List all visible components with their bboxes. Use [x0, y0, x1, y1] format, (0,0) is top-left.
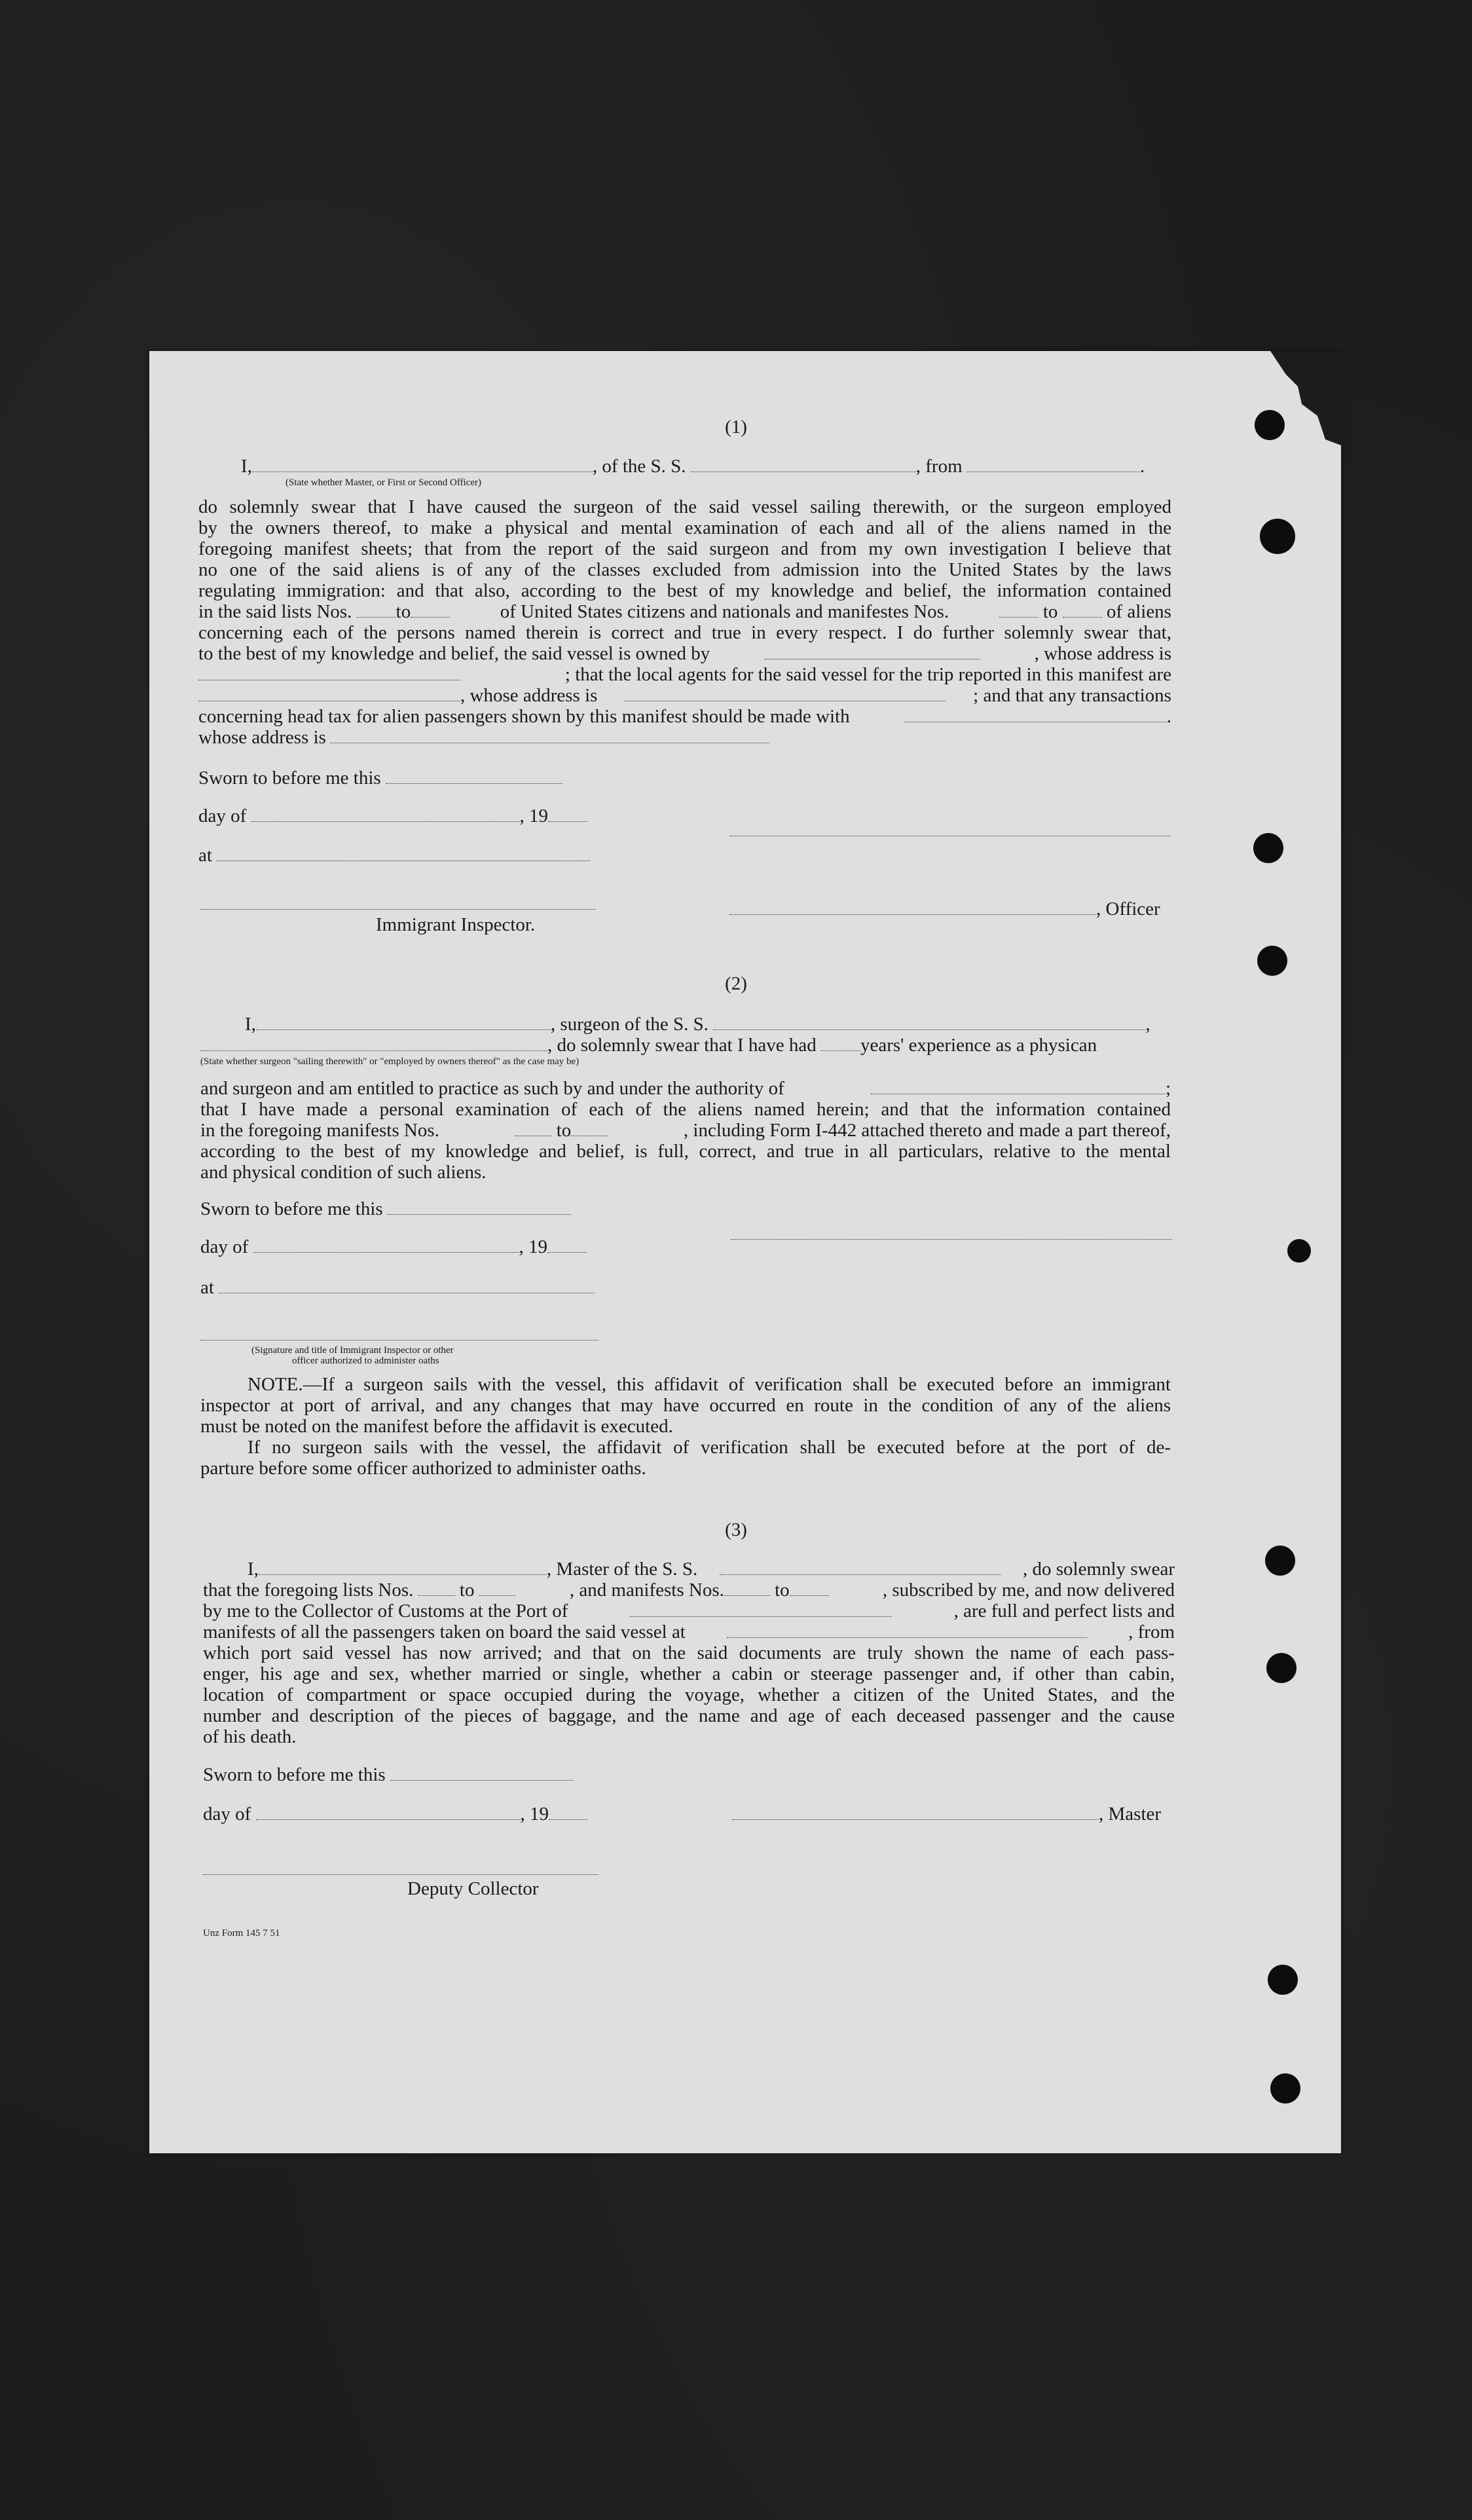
- sworn-year-field[interactable]: [548, 806, 587, 822]
- section-2-manifest-line: in the foregoing manifests Nos. to , including Form I-442 attached thereto and made a part thereof,: [200, 1120, 1171, 1141]
- section-1-number: (1): [725, 417, 747, 437]
- note-line: If no surgeon sails with the vessel, the affidavit of verification shall be executed before at the port of de-: [248, 1437, 1171, 1458]
- officer-line: , Officer: [729, 899, 1160, 919]
- master-signature-field[interactable]: [732, 1804, 1099, 1820]
- surgeon-sworn-day-field[interactable]: [388, 1198, 571, 1215]
- section-1-para-line: regulating immigration: and that also, according to the best of my knowledge and belief, the information contained: [198, 580, 1171, 601]
- surgeon-name-field[interactable]: [256, 1014, 551, 1030]
- section-3-para-line: enger, his age and sex, whether married or single, whether a cabin or steerage passenger and, if other than cabin,: [203, 1663, 1175, 1684]
- owner-field[interactable]: [764, 643, 980, 659]
- note-line: inspector at port of arrival, and any changes that may have occurred en route in the condition of any of the aliens: [200, 1395, 1171, 1416]
- section-1-sworn-line: Sworn to before me this: [198, 768, 562, 788]
- agent-name-field[interactable]: [198, 685, 460, 701]
- master-signature-line: , Master: [732, 1804, 1161, 1825]
- master-list-to-field[interactable]: [479, 1580, 516, 1596]
- section-2-day-line: day of , 19: [200, 1236, 587, 1257]
- section-3-port-line: by me to the Collector of Customs at the Port of , are full and perfect lists and: [203, 1601, 1175, 1621]
- deputy-collector-label: Deputy Collector: [407, 1878, 539, 1899]
- section-1-headtax-line: concerning head tax for alien passengers shown by this manifest should be made with .: [198, 706, 1171, 727]
- section-3-boarding-line: manifests of all the passengers taken on board the said vessel at , from: [203, 1621, 1175, 1642]
- section-2-number: (2): [725, 973, 747, 994]
- section-3-lists-line: that the foregoing lists Nos. to , and manifests Nos. to , subscribed by me, and now delivered: [203, 1580, 1175, 1601]
- section-2-authority-line: and surgeon and am entitled to practice as such by and under the authority of ;: [200, 1078, 1171, 1099]
- master-sworn-day-field[interactable]: [390, 1764, 574, 1781]
- sworn-day-field[interactable]: [386, 768, 562, 784]
- section-1-para-line: foregoing manifest sheets; that from the report of the said surgeon and from my own investigation I believe that: [198, 538, 1171, 559]
- section-1-para-line: by the owners thereof, to make a physical and mental examination of each and all of the aliens named in the: [198, 517, 1171, 538]
- section-2-para-line: and physical condition of such aliens.: [200, 1162, 487, 1183]
- section-3-line-1: I, , Master of the S. S. , do solemnly swear: [248, 1559, 1175, 1580]
- section-1-para-line: do solemnly swear that I have caused the surgeon of the said vessel sailing therewith, or the surgeon employed: [198, 496, 1171, 517]
- collector-signature-line[interactable]: [203, 1874, 598, 1875]
- agent-address-field[interactable]: [625, 685, 946, 701]
- master-manifest-from-field[interactable]: [724, 1580, 770, 1596]
- authority-field[interactable]: [871, 1078, 1166, 1094]
- surgeon-sworn-year-field[interactable]: [547, 1236, 587, 1253]
- surgeon-manifest-from-field[interactable]: [515, 1120, 551, 1136]
- form-number: Unz Form 145 7 51: [203, 1928, 280, 1938]
- surgeon-type-field[interactable]: [200, 1035, 547, 1051]
- section-3-day-line: day of , 19: [203, 1804, 588, 1825]
- officer-title-field[interactable]: [729, 899, 1096, 915]
- boarding-port-field[interactable]: [727, 1621, 1087, 1638]
- section-3-sworn-line: Sworn to before me this: [203, 1764, 574, 1785]
- surgeon-sworn-month-field[interactable]: [253, 1236, 519, 1253]
- customs-port-field[interactable]: [630, 1601, 892, 1617]
- surgeon-witness-signature-line[interactable]: [200, 1340, 598, 1341]
- section-2-surgeon-note: (State whether surgeon "sailing therewith" or "employed by owners thereof" as the case may be): [200, 1056, 580, 1067]
- from-port-field[interactable]: [967, 456, 1140, 472]
- surgeon-vessel-field[interactable]: [713, 1014, 1145, 1030]
- list-to-field[interactable]: [411, 601, 450, 618]
- surgeon-sworn-place-field[interactable]: [219, 1277, 595, 1293]
- sworn-place-field[interactable]: [217, 845, 590, 861]
- section-2-para-line: that I have made a personal examination of each of the aliens named herein; and that the information contained: [200, 1099, 1171, 1120]
- surgeon-signature-line[interactable]: [731, 1239, 1172, 1240]
- section-2-sworn-line: Sworn to before me this: [200, 1198, 571, 1219]
- section-1-agents-line: ; that the local agents for the said vessel for the trip reported in this manifest are: [198, 664, 1171, 685]
- officer-name-field[interactable]: [252, 456, 593, 472]
- section-1-line-1: I, , of the S. S. , from .: [241, 456, 1145, 477]
- list-from-field[interactable]: [357, 601, 396, 618]
- master-sworn-month-field[interactable]: [256, 1804, 521, 1820]
- surgeon-manifest-to-field[interactable]: [571, 1120, 608, 1136]
- vessel-name-field[interactable]: [691, 456, 916, 472]
- section-2-line-2: , do solemnly swear that I have had years' experience as a physican: [200, 1035, 1097, 1056]
- section-3-number: (3): [725, 1519, 747, 1540]
- note-line: parture before some officer authorized to administer oaths.: [200, 1458, 646, 1479]
- head-tax-address-field[interactable]: [331, 727, 769, 743]
- section-1-at-line: at: [198, 845, 590, 866]
- immigrant-inspector-label: Immigrant Inspector.: [376, 914, 536, 935]
- section-1-owner-line: to the best of my knowledge and belief, the said vessel is owned by , whose address is: [198, 643, 1171, 664]
- note-line: must be noted on the manifest before the affidavit is executed.: [200, 1416, 673, 1437]
- master-vessel-field[interactable]: [720, 1559, 1001, 1575]
- owner-address-field[interactable]: [198, 664, 460, 680]
- note-line: NOTE.—If a surgeon sails with the vessel, this affidavit of verification shall be executed before an immigrant: [248, 1374, 1171, 1395]
- section-2-para-line: according to the best of my knowledge and belief, is full, correct, and true in all particulars, relative to the mental: [200, 1141, 1171, 1162]
- section-3-para-line: number and description of the pieces of baggage, and the name and age of each deceased passenger and the cause: [203, 1705, 1175, 1726]
- section-1-address-line: whose address is: [198, 727, 769, 748]
- section-2-line-1: I, , surgeon of the S. S. ,: [245, 1014, 1150, 1035]
- section-1-agent-address-line: , whose address is ; and that any transactions: [198, 685, 1171, 706]
- head-tax-field[interactable]: [905, 706, 1167, 722]
- inspector-signature-line[interactable]: [200, 909, 596, 910]
- section-3-para-line: location of compartment or space occupied during the voyage, whether a citizen of the United States, and the: [203, 1684, 1175, 1705]
- master-list-from-field[interactable]: [418, 1580, 455, 1596]
- signature-caption-1: (Signature and title of Immigrant Inspector or other: [251, 1345, 454, 1356]
- manifest-from-field[interactable]: [999, 601, 1039, 618]
- sworn-month-field[interactable]: [251, 806, 520, 822]
- years-experience-field[interactable]: [821, 1035, 860, 1051]
- signature-caption-2: officer authorized to administer oaths: [292, 1356, 439, 1366]
- master-manifest-to-field[interactable]: [790, 1580, 829, 1596]
- section-1-officer-note: (State whether Master, or First or Second Officer): [285, 477, 482, 488]
- section-3-para-line: of his death.: [203, 1726, 297, 1747]
- manifest-to-field[interactable]: [1063, 601, 1102, 618]
- section-2-at-line: at: [200, 1277, 595, 1298]
- section-1-para-line: no one of the said aliens is of any of the classes excluded from admission into the United States by the laws: [198, 559, 1171, 580]
- section-1-para-line: concerning each of the persons named therein is correct and true in every respect. I do further solemnly swear that,: [198, 622, 1171, 643]
- section-3-para-line: which port said vessel has now arrived; and that on the said documents are truly shown the name of each pass-: [203, 1642, 1175, 1663]
- section-1-day-line: day of , 19: [198, 806, 587, 826]
- master-sworn-year-field[interactable]: [549, 1804, 588, 1820]
- section-1-lists-line: in the said lists Nos. to of United States citizens and nationals and manifestes Nos. to of aliens: [198, 601, 1171, 622]
- master-name-field[interactable]: [259, 1559, 547, 1575]
